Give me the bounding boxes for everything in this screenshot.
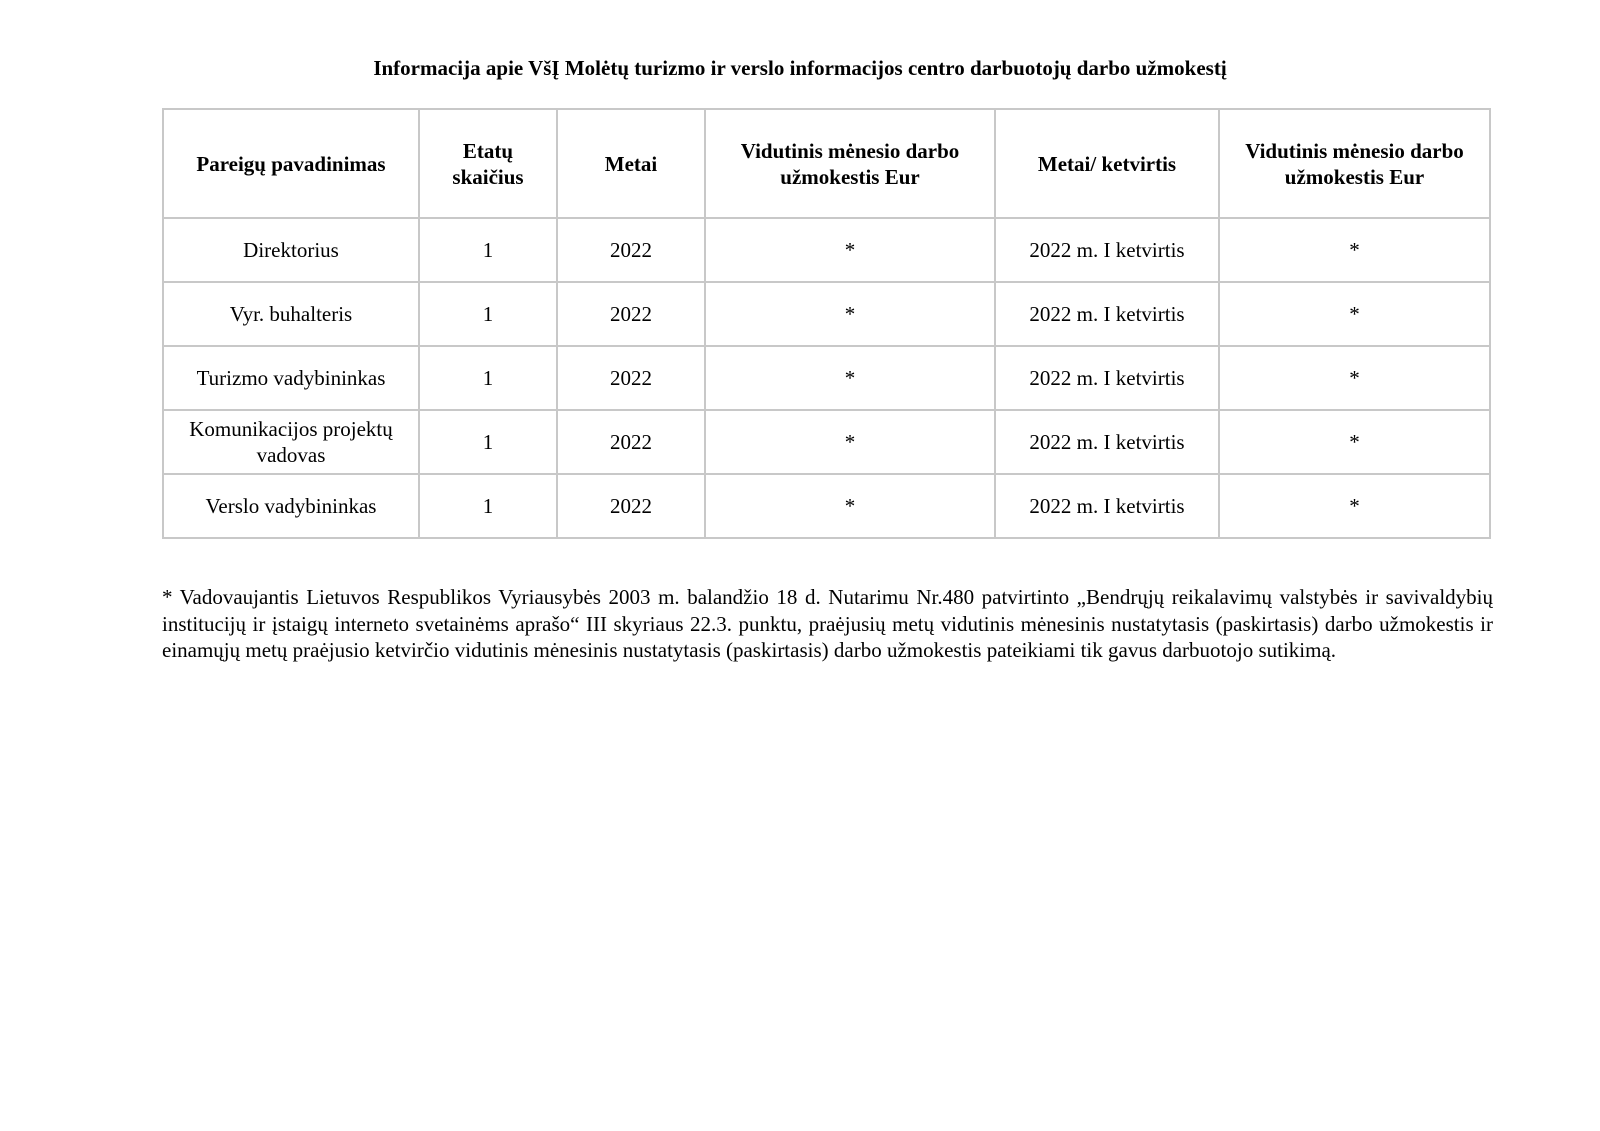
cell-average-salary-year: * [705, 218, 995, 282]
page-title: Informacija apie VšĮ Molėtų turizmo ir verslo informacijos centro darbuotojų darbo užmokestį [373, 56, 1227, 80]
header-year-quarter: Metai/ ketvirtis [995, 109, 1219, 218]
cell-year-quarter: 2022 m. I ketvirtis [995, 218, 1219, 282]
cell-average-salary-year: * [705, 410, 995, 474]
cell-year: 2022 [557, 346, 705, 410]
table-row [163, 282, 1490, 346]
cell-average-salary-quarter: * [1219, 346, 1490, 410]
table-row [163, 346, 1490, 410]
cell-year-quarter: 2022 m. I ketvirtis [995, 282, 1219, 346]
cell-average-salary-quarter: * [1219, 474, 1490, 538]
header-average-salary-quarter: Vidutinis mėnesio darbo užmokestis Eur [1219, 109, 1490, 218]
cell-year-quarter: 2022 m. I ketvirtis [995, 474, 1219, 538]
cell-year-quarter: 2022 m. I ketvirtis [995, 410, 1219, 474]
cell-position-name: Verslo vadybininkas [163, 474, 419, 538]
cell-year-quarter: 2022 m. I ketvirtis [995, 346, 1219, 410]
header-position-name: Pareigų pavadinimas [163, 109, 419, 218]
header-staff-count: Etatų skaičius [419, 109, 557, 218]
cell-position-name: Direktorius [163, 218, 419, 282]
cell-average-salary-year: * [705, 346, 995, 410]
cell-year: 2022 [557, 410, 705, 474]
salary-table [162, 108, 1491, 539]
cell-position-name: Komunikacijos projektų vadovas [163, 410, 419, 474]
footnote: * Vadovaujantis Lietuvos Respublikos Vyriausybės 2003 m. balandžio 18 d. Nutarimu Nr.480 patvirtinto „Bendrųjų reikalavimų valstybės ir savivaldybių institucijų ir įstaigų interneto svetainėms aprašo“ III skyriaus 22.3. punktu, praėjusių metų vidutinis mėnesinis nustatytasis (paskirtasis) darbo užmokestis ir einamųjų metų praėjusio ketvirčio vidutinis mėnesinis nustatytasis (paskirtasis) darbo užmokestis pateikiami tik gavus darbuotojo sutikimą. [162, 585, 1493, 662]
cell-position-name: Turizmo vadybininkas [163, 346, 419, 410]
cell-year: 2022 [557, 474, 705, 538]
cell-year: 2022 [557, 218, 705, 282]
cell-staff-count: 1 [419, 218, 557, 282]
table-row [163, 410, 1490, 474]
cell-average-salary-quarter: * [1219, 218, 1490, 282]
cell-average-salary-quarter: * [1219, 282, 1490, 346]
header-average-salary-year: Vidutinis mėnesio darbo užmokestis Eur [705, 109, 995, 218]
cell-staff-count: 1 [419, 474, 557, 538]
cell-average-salary-year: * [705, 474, 995, 538]
cell-position-name: Vyr. buhalteris [163, 282, 419, 346]
table-row [163, 474, 1490, 538]
cell-staff-count: 1 [419, 346, 557, 410]
table-row [163, 218, 1490, 282]
cell-average-salary-quarter: * [1219, 410, 1490, 474]
cell-average-salary-year: * [705, 282, 995, 346]
cell-staff-count: 1 [419, 282, 557, 346]
cell-year: 2022 [557, 282, 705, 346]
header-year: Metai [557, 109, 705, 218]
table-header-row [163, 109, 1490, 218]
cell-staff-count: 1 [419, 410, 557, 474]
